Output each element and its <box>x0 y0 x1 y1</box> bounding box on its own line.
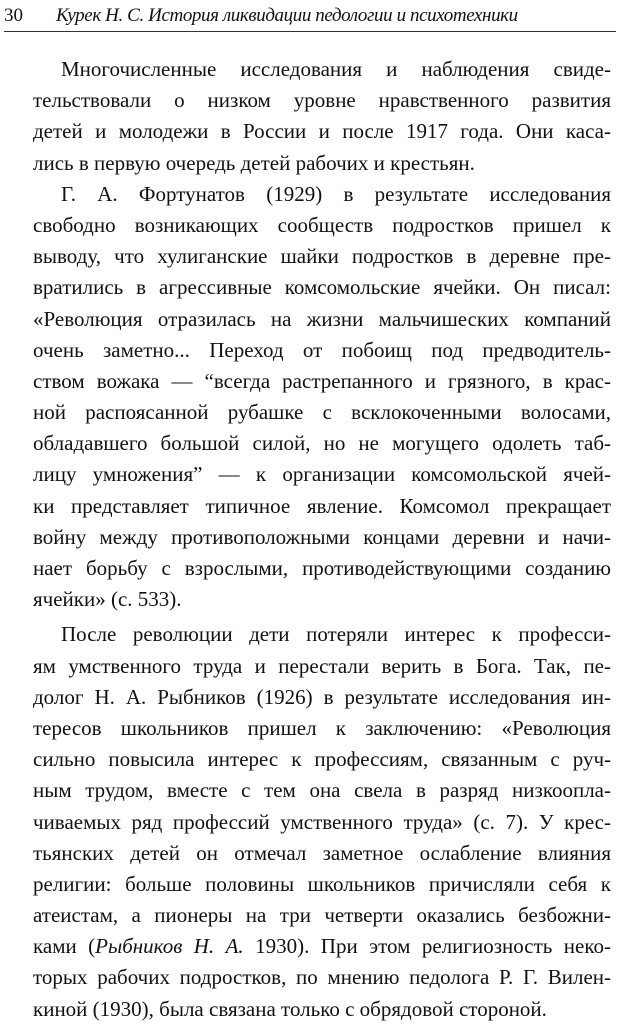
text-line: очень заметно... Переход от побоищ под предводитель- <box>33 337 611 362</box>
text-line: вратились в агрессивные комсомольские ячейки. Он писал: <box>33 275 611 300</box>
text-line: выводу, что хулиганские шайки подростков в деревне пре- <box>33 244 611 269</box>
page-header <box>4 2 616 32</box>
text-line: свободно возникающих сообществ подростков пришел к <box>33 212 611 237</box>
text-line: ки представляет типичное явление. Комсомол прекращает <box>33 493 611 518</box>
text-line: лись в первую очередь детей рабочих и крестьян. <box>33 150 475 175</box>
text-line: торых рабочих подростков, по мнению педолога Р. Г. Вилен- <box>33 965 611 990</box>
paragraph-2 <box>33 179 611 616</box>
text-line: чиваемых ряд профессий умственного труда» (с. 7). У крес- <box>33 809 611 834</box>
text-line: тьянских детей он отмечал заметное ослабление влияния <box>33 840 611 865</box>
text-line: ной распоясанной рубашке с всклокоченными волосами, <box>33 400 611 425</box>
text-line: атеистам, а пионеры на три четверти оказались безбожни- <box>33 903 611 928</box>
header-rule <box>4 31 616 32</box>
running-head: Курек Н. С. История ликвидации педологии и психотехники <box>56 5 518 26</box>
text-line: детей и молодежи в России и после 1917 года. Они каса- <box>33 119 611 144</box>
body-text <box>33 54 611 1025</box>
page-number: 30 <box>4 5 23 26</box>
text-line: ством вожака — “всегда растрепанного и грязного, в крас- <box>33 368 611 393</box>
text-line: долог Н. А. Рыбников (1926) в результате исследования ин- <box>33 684 611 709</box>
text-line: религии: больше половины школьников причисляли себя к <box>33 871 611 896</box>
text-line: лицу умножения” — к организации комсомольской ячей- <box>33 462 611 487</box>
text-line: ным трудом, вместе с тем она свела в разряд низкоопла- <box>33 778 611 803</box>
text-line: тельствовали о низком уровне нравственного развития <box>33 88 611 113</box>
text-line: сильно повысила интерес к профессиям, связанным с руч- <box>33 747 611 772</box>
text-line: ячейки» (с. 533). <box>33 587 182 612</box>
citation-author: Рыбников Н. А. <box>95 934 244 959</box>
text-line: обладавшего большой силой, но не могущего одолеть таб- <box>33 431 611 456</box>
text-line: войну между противоположными концами деревни и начи- <box>33 524 611 549</box>
text-line: Г. А. Фортунатов (1929) в результате исследования <box>61 181 611 206</box>
text-fragment: 1930). При этом религиозность неко- <box>243 934 611 959</box>
paragraph-3 <box>33 619 611 1024</box>
paragraph-1 <box>33 54 611 179</box>
text-line: тересов школьников пришел к заключению: «Революция <box>33 715 611 740</box>
text-line-with-citation <box>33 931 611 962</box>
text-fragment: ками ( <box>33 934 96 959</box>
text-line: После революции дети потеряли интерес к професси- <box>61 622 611 647</box>
text-line: киной (1930), была связана только с обрядовой стороной. <box>33 996 547 1021</box>
text-line: ям умственного труда и перестали верить в Бога. Так, пе- <box>33 653 611 678</box>
text-line: нает борьбу с взрослыми, противодействующими созданию <box>33 556 611 580</box>
text-line: «Революция отразилась на жизни мальчишеских компаний <box>33 306 611 331</box>
text-line: Многочисленные исследования и наблюдения свиде- <box>61 57 611 81</box>
